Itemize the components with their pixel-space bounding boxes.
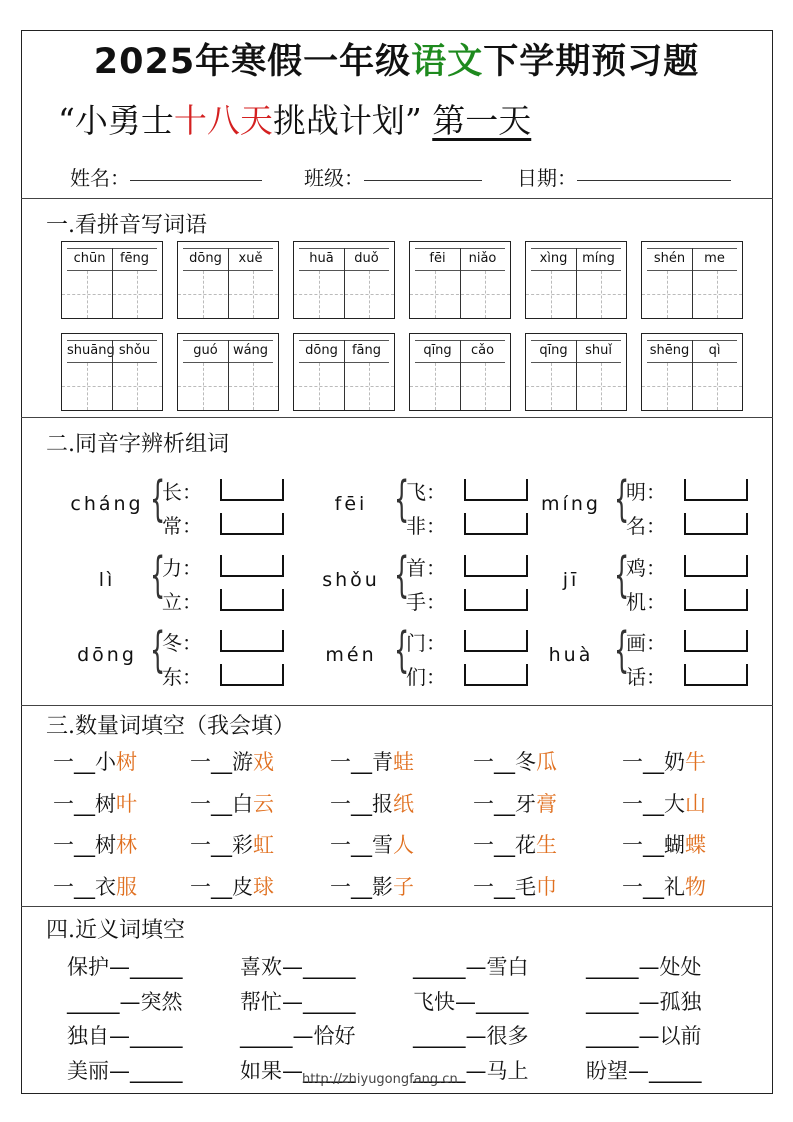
writing-cell[interactable] xyxy=(641,333,743,411)
measure-word-item[interactable]: 一__礼物 xyxy=(622,875,706,899)
page-title: 2025年寒假一年级语文下学期预习题 xyxy=(93,42,700,82)
pinyin-label: míng xyxy=(582,251,615,266)
homophone-group xyxy=(310,549,540,615)
answer-box[interactable] xyxy=(220,479,284,501)
pinyin-label: shén xyxy=(653,251,686,266)
homophone-pinyin: shǒu xyxy=(322,569,380,591)
class-field[interactable]: 班级： xyxy=(304,162,364,191)
homophone-char: 力： xyxy=(162,556,202,580)
synonym-item[interactable]: 帮忙—_____ xyxy=(240,990,356,1014)
homophone-char: 飞： xyxy=(406,480,446,504)
synonym-item[interactable]: _____—雪白 xyxy=(413,955,529,979)
synonym-item[interactable]: _____—马上 xyxy=(413,1059,529,1083)
writing-cell[interactable] xyxy=(293,241,395,319)
pinyin-label: guó xyxy=(193,343,218,358)
measure-word-item[interactable]: 一__树叶 xyxy=(53,792,137,816)
pinyin-label: me xyxy=(704,251,725,266)
homophone-char: 们： xyxy=(406,665,446,689)
measure-word-item[interactable]: 一__青蛙 xyxy=(330,750,414,774)
section-4-title: 四.近义词填空 xyxy=(46,918,185,943)
pinyin-label: huā xyxy=(309,251,334,266)
homophone-char: 画： xyxy=(626,631,666,655)
answer-box[interactable] xyxy=(684,630,748,652)
divider xyxy=(21,198,773,199)
measure-word-item[interactable]: 一__彩虹 xyxy=(190,833,274,857)
homophone-pinyin: huà xyxy=(548,644,594,666)
homophone-group xyxy=(530,473,760,539)
writing-cell[interactable] xyxy=(525,241,627,319)
answer-box[interactable] xyxy=(684,555,748,577)
writing-cell[interactable] xyxy=(525,333,627,411)
measure-word-item[interactable]: 一__树林 xyxy=(53,833,137,857)
homophone-pinyin: cháng xyxy=(70,493,144,515)
synonym-item[interactable]: 喜欢—_____ xyxy=(240,955,356,979)
answer-box[interactable] xyxy=(220,630,284,652)
writing-cell[interactable] xyxy=(61,333,163,411)
homophone-char: 名： xyxy=(626,514,666,538)
homophone-char: 机： xyxy=(626,590,666,614)
homophone-group xyxy=(530,549,760,615)
pinyin-label: dōng xyxy=(189,251,222,266)
pinyin-label: shuāng xyxy=(67,343,115,358)
pinyin-label: shēng xyxy=(649,343,690,358)
synonym-item[interactable]: _____—处处 xyxy=(586,955,702,979)
brace: { xyxy=(150,471,166,527)
answer-box[interactable] xyxy=(684,589,748,611)
writing-cell[interactable] xyxy=(641,241,743,319)
homophone-pinyin: mén xyxy=(325,644,377,666)
synonym-item[interactable]: 盼望—_____ xyxy=(586,1059,702,1083)
pinyin-label: xuě xyxy=(238,251,263,266)
answer-box[interactable] xyxy=(220,589,284,611)
page-subtitle: “小勇士十八天挑战计划” 第一天 xyxy=(58,101,532,140)
synonym-item[interactable]: _____—恰好 xyxy=(240,1024,356,1048)
brace: { xyxy=(614,622,630,678)
measure-word-item[interactable]: 一__毛巾 xyxy=(473,875,557,899)
homophone-char: 明： xyxy=(626,480,666,504)
brace: { xyxy=(150,547,166,603)
measure-word-item[interactable]: 一__报纸 xyxy=(330,792,414,816)
synonym-item[interactable]: 如果—_____ xyxy=(240,1059,356,1083)
homophone-char: 冬： xyxy=(162,631,202,655)
writing-cell[interactable] xyxy=(177,241,279,319)
measure-word-item[interactable]: 一__大山 xyxy=(622,792,706,816)
answer-box[interactable] xyxy=(464,555,528,577)
homophone-char: 门： xyxy=(406,631,446,655)
homophone-char: 手： xyxy=(406,590,446,614)
answer-box[interactable] xyxy=(220,513,284,535)
brace: { xyxy=(394,471,410,527)
answer-box[interactable] xyxy=(684,664,748,686)
homophone-char: 首： xyxy=(406,556,446,580)
answer-box[interactable] xyxy=(464,479,528,501)
homophone-pinyin: lì xyxy=(98,569,116,591)
pinyin-label: niǎo xyxy=(468,251,497,266)
pinyin-label: shuǐ xyxy=(585,343,612,358)
writing-cell[interactable] xyxy=(293,333,395,411)
pinyin-label: duǒ xyxy=(354,251,379,266)
homophone-pinyin: fēi xyxy=(334,493,368,515)
watermark: http://zhiyugongfang.cn xyxy=(302,1072,458,1087)
measure-word-item[interactable]: 一__衣服 xyxy=(53,875,137,899)
homophone-char: 立： xyxy=(162,590,202,614)
answer-box[interactable] xyxy=(220,664,284,686)
divider xyxy=(21,417,773,418)
day-label: 第一天 xyxy=(432,101,532,140)
synonym-item[interactable]: _____—以前 xyxy=(586,1024,702,1048)
measure-word-item[interactable]: 一__小树 xyxy=(53,750,137,774)
section-1-title: 一.看拼音写词语 xyxy=(46,213,207,238)
synonym-item[interactable]: 独自—_____ xyxy=(67,1024,183,1048)
measure-word-item[interactable]: 一__花生 xyxy=(473,833,557,857)
homophone-group xyxy=(66,624,296,690)
homophone-group xyxy=(66,473,296,539)
pinyin-label: fēi xyxy=(429,251,446,266)
measure-word-item[interactable]: 一__奶牛 xyxy=(622,750,706,774)
answer-box[interactable] xyxy=(464,664,528,686)
brace: { xyxy=(394,622,410,678)
measure-word-item[interactable]: 一__冬瓜 xyxy=(473,750,557,774)
measure-word-item[interactable]: 一__游戏 xyxy=(190,750,274,774)
brace: { xyxy=(614,547,630,603)
divider xyxy=(21,705,773,706)
measure-word-item[interactable]: 一__蝴蝶 xyxy=(622,833,706,857)
synonym-item[interactable]: _____—很多 xyxy=(413,1024,529,1048)
pinyin-label: fēng xyxy=(119,251,150,266)
homophone-group xyxy=(66,549,296,615)
synonym-item[interactable]: 保护—_____ xyxy=(67,955,183,979)
synonym-item[interactable]: _____—突然 xyxy=(67,990,183,1014)
answer-box[interactable] xyxy=(464,630,528,652)
homophone-char: 话： xyxy=(626,665,666,689)
writing-cell[interactable] xyxy=(177,333,279,411)
homophone-pinyin: míng xyxy=(541,493,601,515)
answer-box[interactable] xyxy=(684,479,748,501)
homophone-char: 鸡： xyxy=(626,556,666,580)
measure-word-item[interactable]: 一__皮球 xyxy=(190,875,274,899)
homophone-group xyxy=(310,473,540,539)
homophone-char: 长： xyxy=(162,480,202,504)
measure-word-item[interactable]: 一__雪人 xyxy=(330,833,414,857)
pinyin-label: shǒu xyxy=(118,343,151,358)
pinyin-label: qīng xyxy=(423,343,452,358)
name-field[interactable]: 姓名： xyxy=(70,162,130,191)
pinyin-label: chūn xyxy=(73,251,106,266)
writing-cell[interactable] xyxy=(409,241,511,319)
divider xyxy=(21,906,773,907)
writing-cell[interactable] xyxy=(61,241,163,319)
homophone-group xyxy=(530,624,760,690)
synonym-item[interactable]: 美丽—_____ xyxy=(67,1059,183,1083)
pinyin-label: xìng xyxy=(539,251,568,266)
pinyin-label: wáng xyxy=(232,343,269,358)
pinyin-label: dōng xyxy=(305,343,338,358)
measure-word-item[interactable]: 一__白云 xyxy=(190,792,274,816)
section-2-title: 二.同音字辨析组词 xyxy=(46,432,229,457)
answer-box[interactable] xyxy=(220,555,284,577)
homophone-pinyin: jī xyxy=(562,569,580,591)
synonym-item[interactable]: 飞快—_____ xyxy=(413,990,529,1014)
homophone-char: 常： xyxy=(162,514,202,538)
answer-box[interactable] xyxy=(684,513,748,535)
homophone-pinyin: dōng xyxy=(77,644,137,666)
date-field[interactable]: 日期： xyxy=(517,162,577,191)
pinyin-label: cǎo xyxy=(470,343,495,358)
brace: { xyxy=(614,471,630,527)
answer-box[interactable] xyxy=(464,589,528,611)
synonym-item[interactable]: _____—孤独 xyxy=(586,990,702,1014)
pinyin-label: qì xyxy=(708,343,721,358)
section-3-title: 三.数量词填空（我会填） xyxy=(46,714,295,739)
homophone-char: 东： xyxy=(162,665,202,689)
pinyin-label: fāng xyxy=(351,343,382,358)
homophone-group xyxy=(310,624,540,690)
measure-word-item[interactable]: 一__影子 xyxy=(330,875,414,899)
measure-word-item[interactable]: 一__牙膏 xyxy=(473,792,557,816)
answer-box[interactable] xyxy=(464,513,528,535)
pinyin-label: qīng xyxy=(539,343,568,358)
brace: { xyxy=(394,547,410,603)
writing-cell[interactable] xyxy=(409,333,511,411)
brace: { xyxy=(150,622,166,678)
homophone-char: 非： xyxy=(406,514,446,538)
